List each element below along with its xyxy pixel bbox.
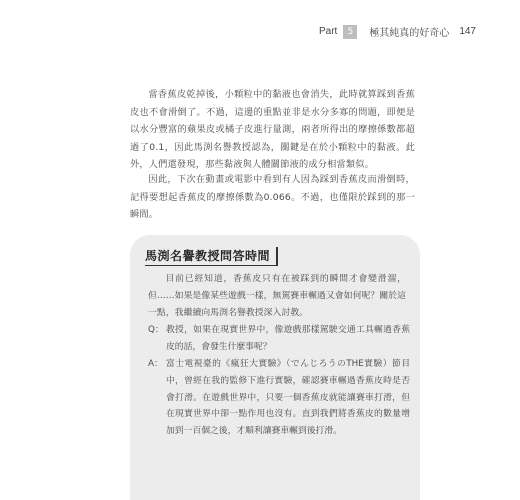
answer-label: A： <box>148 359 163 369</box>
box-intro: 目前已經知道，香蕉皮只有在被踩到的瞬間才會變滑溜，但……如果是像某些遊戲一樣，無駕賽車輾過又會如何呢？關於這一點，我繼續向馬渕名譽教授深入討教。 <box>148 274 407 318</box>
body-paragraph-2: 因此，下次在動畫或電影中看到有人因為踩到香蕉皮而滑倒時，記得要想起香蕉皮的摩擦係數為0.066。不過，也僅限於踩到的那一瞬間。 <box>130 174 415 220</box>
qa-sidebar-box <box>130 235 420 500</box>
page-number: 147 <box>459 26 476 37</box>
chapter-title: 極其純真的好奇心 <box>369 28 450 39</box>
answer-text: 富士電視臺的《瘋狂大實驗》（でんじろうのTHE實驗）節目中，曾經在我的監修下進行實驗，確認賽車輾過香蕉皮時是否會打滑。在遊戲世界中，只要一個香蕉皮就能讓賽車打滑，但在現實世界中卻一點作用也沒有。直到我們將香蕉皮的數量增加到一百個之後，才順利讓賽車輾到後打滑。 <box>166 359 410 437</box>
running-header <box>319 24 476 39</box>
question-label: Q： <box>148 325 164 335</box>
body-paragraph-1: 當香蕉皮乾掉後，小顆粒中的黏液也會消失，此時就算踩到香蕉皮也不會滑倒了。不過，這邊的重點並非是水分多寡的問題，即便是以水分豐富的蘋果皮或橘子皮進行量測，兩者所得出的摩擦係數都超過了0.1，因此馬渕名譽教授認為，關鍵是在於小顆粒中的黏液。此外，人們還發現，那些黏液與人體關節液的成分相當類似。 <box>130 89 415 170</box>
box-title: 馬渕名譽教授問答時間 <box>145 247 278 266</box>
question-item <box>148 322 410 356</box>
question-text: 教授，如果在現實世界中，像遊戲那樣駕駛交通工具輾過香蕉皮的話，會發生什麼事呢？ <box>166 325 410 352</box>
part-label: Part <box>318 26 338 37</box>
part-number-badge: 5 <box>343 25 357 39</box>
answer-item <box>148 356 410 440</box>
